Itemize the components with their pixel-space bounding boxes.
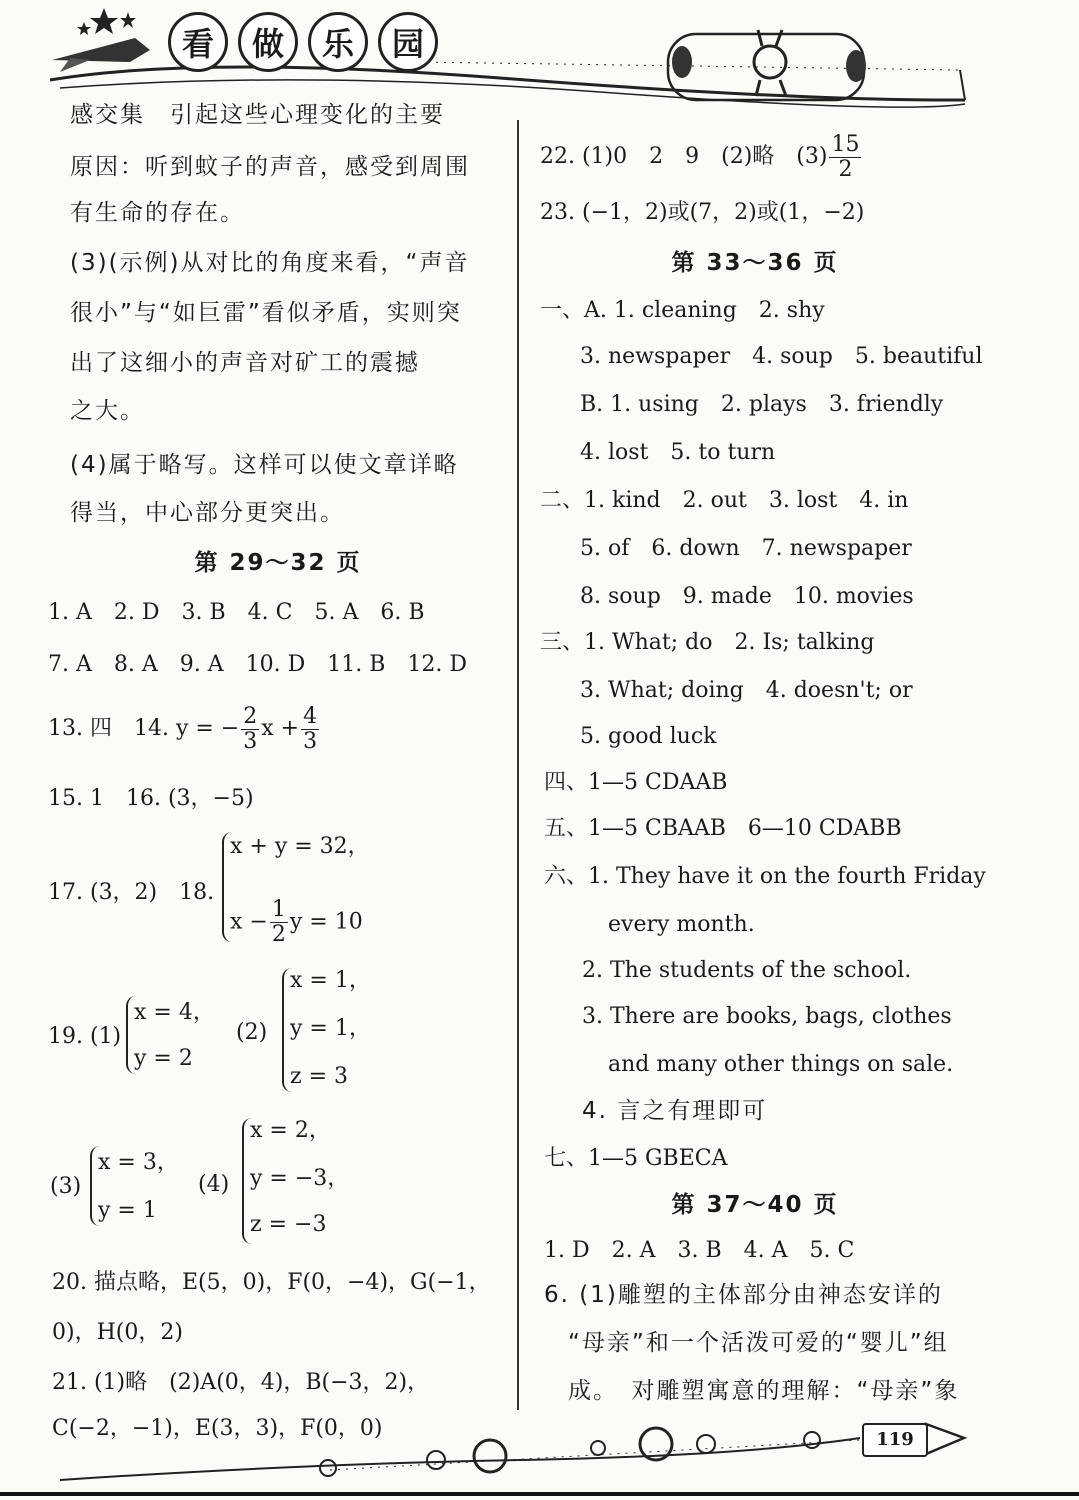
answer-line: 1. A 2. D 3. B 4. C 5. A 6. B	[48, 600, 425, 625]
answer-line: (4)	[198, 1172, 230, 1197]
answer-text: 13. 四 14. y = −	[48, 716, 240, 741]
answer-line: 4. lost 5. to turn	[580, 440, 776, 465]
answer-line: 5. of 6. down 7. newspaper	[580, 536, 912, 561]
text-line: 之大。	[70, 398, 145, 424]
header-title-char: 做	[238, 12, 298, 72]
header-title-char: 乐	[308, 12, 368, 72]
answer-line: 一、A. 1. cleaning 2. shy	[540, 298, 825, 323]
answer-line: 3. newspaper 4. soup 5. beautiful	[580, 344, 983, 369]
page-number: 119	[862, 1423, 928, 1457]
answer-line: (3)	[50, 1174, 82, 1199]
answer-line: 21. (1)略 (2)A(0，4)，B(−3，2)，	[52, 1370, 430, 1395]
answer-text: x +	[261, 716, 300, 741]
fraction	[241, 705, 259, 754]
section-heading: 第 37～40 页	[671, 1192, 839, 1218]
answer-line: 六、1. They have it on the fourth Friday	[544, 864, 986, 889]
answer-line: 2. The students of the school.	[582, 958, 912, 983]
answer-line: 7. A 8. A 9. A 10. D 11. B 12. D	[48, 652, 467, 677]
answer-line: “母亲”和一个活泼可爱的“婴儿”组	[568, 1330, 949, 1356]
cartoon-rabbit-icon	[754, 30, 786, 96]
answer-line: 8. soup 9. made 10. movies	[580, 584, 914, 609]
text-line: 出了这细小的声音对矿工的震撼	[70, 350, 420, 376]
answer-line: 1. D 2. A 3. B 4. A 5. C	[544, 1238, 855, 1263]
fraction-numerator: 4	[303, 703, 318, 729]
answer-line: 七、1—5 GBECA	[544, 1146, 728, 1171]
answer-line: 15. 1 16. (3，−5)	[48, 786, 254, 811]
fraction-numerator: 15	[831, 131, 860, 157]
fraction-numerator: 1	[271, 897, 286, 922]
header-title-char: 看	[168, 12, 228, 72]
fraction	[829, 133, 861, 182]
fraction-denominator: 2	[271, 922, 286, 947]
answer-line: (2)	[236, 1020, 268, 1045]
equation-line	[230, 898, 363, 947]
column-divider	[517, 120, 519, 1410]
text-line: 得当，中心部分更突出。	[70, 500, 345, 526]
header-title-char: 园	[378, 12, 438, 72]
section-heading: 第 29～32 页	[194, 550, 362, 576]
text-line: 感交集 引起这些心理变化的主要	[70, 102, 445, 128]
answer-line: 成。 对雕塑寓意的理解：“母亲”象	[568, 1378, 960, 1404]
answer-line	[48, 704, 321, 754]
text-line: 有生命的存在。	[70, 200, 245, 226]
answer-line: B. 1. using 2. plays 3. friendly	[580, 392, 944, 417]
rocket-icon	[52, 38, 150, 72]
answer-text: 22. (1)0 2 9 (2)略 (3)	[540, 144, 828, 169]
star-icon	[77, 8, 136, 35]
answer-line: and many other things on sale.	[608, 1052, 954, 1077]
text-line: (4)属于略写。这样可以使文章详略	[70, 452, 459, 478]
header-title	[168, 12, 438, 72]
text-line: 原因：听到蚊子的声音，感受到周围	[70, 154, 470, 180]
answer-line: 17. (3，2) 18.	[48, 880, 215, 905]
answer-line: 四、1—5 CDAAB	[544, 770, 728, 795]
section-heading: 第 33～36 页	[671, 250, 839, 276]
answer-line: 5. good luck	[580, 724, 717, 749]
equation-line: x = 4，	[134, 1000, 215, 1025]
fraction-denominator: 2	[838, 156, 853, 182]
arrow-icon	[926, 1424, 964, 1454]
equation-line: y = 2	[134, 1046, 193, 1071]
answer-line: 19. (1)	[48, 1024, 122, 1049]
equation-text: x −	[230, 909, 268, 935]
equation-line: y = −3，	[250, 1166, 350, 1191]
page-header	[0, 0, 1079, 110]
fraction-denominator: 3	[303, 728, 318, 754]
answer-line: 三、1. What; do 2. Is; talking	[540, 630, 875, 655]
answer-line: C(−2，−1)，E(3，3)，F(0，0)	[52, 1416, 383, 1441]
equation-line: y = 1	[98, 1198, 157, 1223]
text-line: 很小”与“如巨雷”看似矛盾，实则突	[70, 300, 462, 326]
answer-line: 3. There are books, bags, clothes	[582, 1004, 952, 1029]
fraction-denominator: 3	[243, 728, 258, 754]
fraction-numerator: 2	[243, 703, 258, 729]
equation-line: x = 1，	[290, 968, 371, 993]
equation-line: x = 2，	[250, 1118, 331, 1143]
fraction	[301, 705, 319, 754]
header-decoration	[0, 0, 1079, 110]
answer-line	[540, 132, 863, 182]
answer-line: 4. 言之有理即可	[582, 1098, 768, 1124]
equation-line: x + y = 32，	[230, 834, 370, 859]
fraction	[270, 898, 288, 947]
equation-line: z = 3	[290, 1064, 349, 1089]
answer-line: 五、1—5 CBAAB 6—10 CDABB	[544, 816, 902, 841]
equation-line: x = 3，	[98, 1150, 179, 1175]
answer-line: 20. 描点略，E(5，0)，F(0，−4)，G(−1，	[52, 1270, 491, 1295]
answer-line: 二、1. kind 2. out 3. lost 4. in	[540, 488, 909, 513]
equation-text: y = 10	[289, 909, 363, 935]
answer-line: 23. (−1，2)或(7，2)或(1，−2)	[540, 200, 865, 225]
answer-line: 0)，H(0，2)	[52, 1320, 183, 1345]
equation-line: y = 1，	[290, 1016, 371, 1041]
answer-line: every month.	[608, 912, 755, 937]
text-line: (3)(示例)从对比的角度来看，“声音	[70, 250, 470, 276]
equation-line: z = −3	[250, 1212, 327, 1237]
answer-line: 3. What; doing 4. doesn't; or	[580, 678, 913, 703]
answer-line: 6. (1)雕塑的主体部分由神态安详的	[544, 1282, 943, 1308]
